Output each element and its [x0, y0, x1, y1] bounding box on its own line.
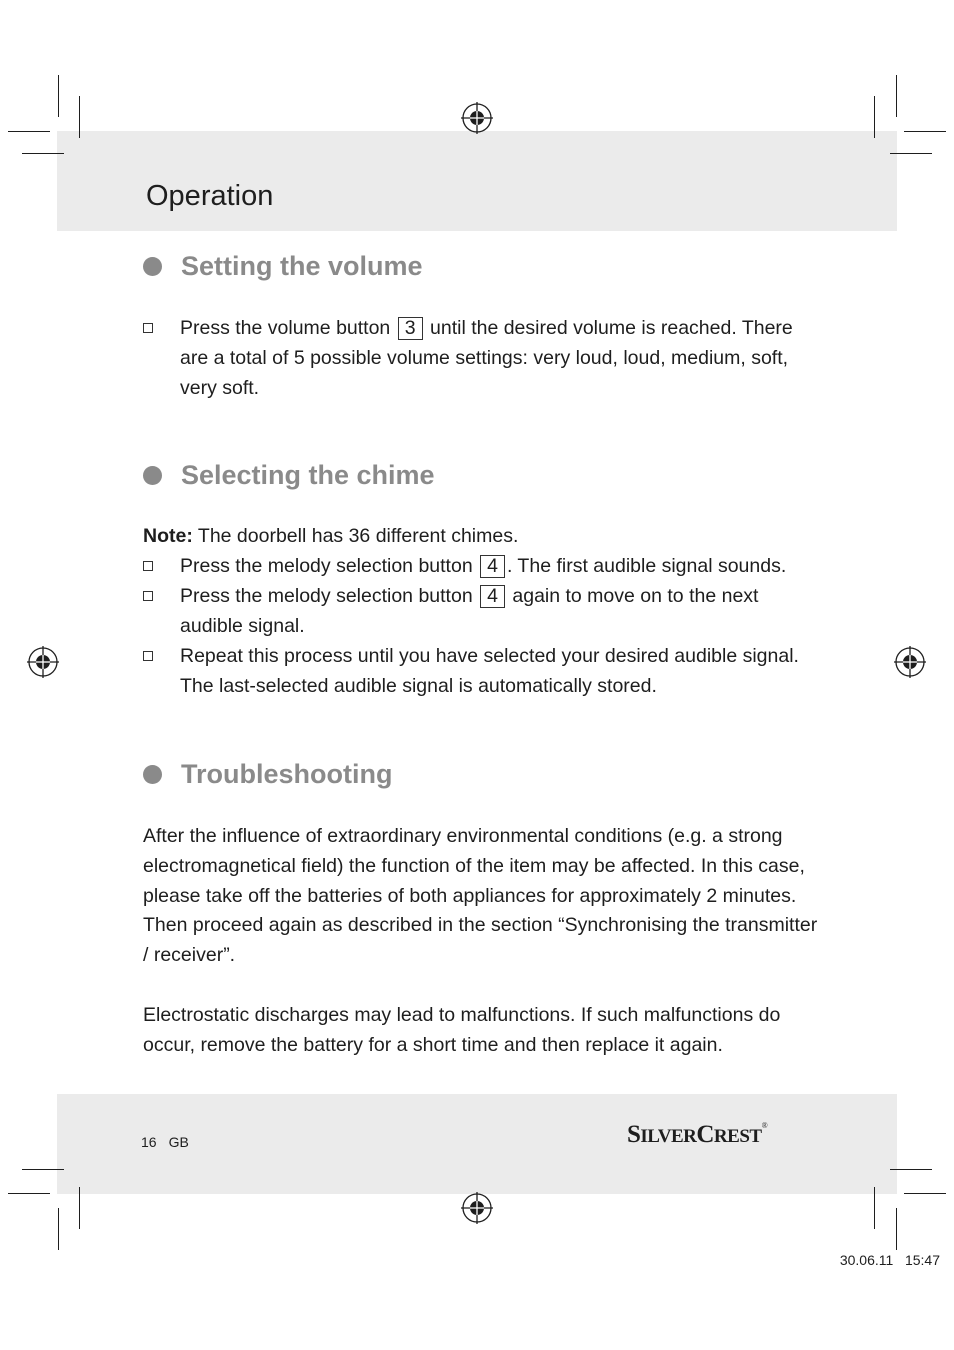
square-bullet-icon [143, 561, 153, 571]
language-code: GB [168, 1134, 189, 1150]
list-item: Press the volume button 3 until the desired volume is reached. There are a total of 5 possible volume settings: very loud, loud, medium, soft, very soft. [143, 314, 823, 403]
brand-logo: SILVERCREST® [627, 1121, 768, 1148]
crop-mark [874, 96, 875, 138]
square-bullet-icon [143, 323, 153, 333]
crop-mark [58, 75, 59, 117]
section-bullet-icon [143, 257, 162, 276]
section-heading-text: Troubleshooting [181, 759, 393, 789]
page-number: 16 GB [141, 1134, 189, 1150]
crop-mark [896, 1208, 897, 1250]
crop-mark [904, 1193, 946, 1194]
crop-mark [874, 1187, 875, 1229]
troubleshooting-paragraph: Electrostatic discharges may lead to malfunctions. If such malfunctions do occur, remove the battery for a short time and then replace it again. [143, 1004, 781, 1056]
note-label: Note: [143, 525, 193, 547]
crop-mark [79, 96, 80, 138]
list-item: Repeat this process until you have selected your desired audible signal. The last-selected audible signal is automatically stored. [143, 642, 823, 702]
registration-mark-icon [461, 1192, 493, 1224]
crop-mark [8, 1193, 50, 1194]
page-title: Operation [146, 180, 274, 212]
registration-mark-icon [461, 102, 493, 134]
crop-mark [79, 1187, 80, 1229]
crop-mark [896, 75, 897, 117]
section-bullet-icon [143, 765, 162, 784]
square-bullet-icon [143, 591, 153, 601]
troubleshooting-paragraph: After the influence of extraordinary environmental conditions (e.g. a strong electromagnetical field) the function of the item may be affected. In this case, please take off the batteries of both appliances for approximately 2 minutes. Then proceed again as described in the section “Synchronising the transmitter / receiver”. [143, 825, 818, 967]
section-heading-text: Selecting the chime [181, 460, 435, 490]
note-paragraph: Note: The doorbell has 36 different chimes. [143, 525, 519, 547]
crop-mark [904, 131, 946, 132]
crop-mark [22, 153, 64, 154]
crop-mark [890, 153, 932, 154]
section-bullet-icon [143, 466, 162, 485]
print-timestamp: 30.06.11 15:47 [839, 1252, 940, 1268]
section-heading-chime [143, 460, 435, 491]
crop-mark [890, 1169, 932, 1170]
crop-mark [22, 1169, 64, 1170]
section-heading-text: Setting the volume [181, 251, 423, 281]
list-item: Press the melody selection button 4 again to move on to the next audible signal. [143, 582, 823, 642]
square-bullet-icon [143, 651, 153, 661]
section-heading-troubleshooting [143, 759, 392, 790]
part-reference: 4 [480, 585, 505, 608]
crop-mark [8, 131, 50, 132]
registration-mark-icon [894, 646, 926, 678]
section-heading-volume [143, 251, 423, 282]
crop-mark [58, 1208, 59, 1250]
list-item: Press the melody selection button 4 . The first audible signal sounds. [143, 552, 823, 582]
registration-mark-icon [27, 646, 59, 678]
part-reference: 4 [480, 555, 505, 578]
part-reference: 3 [398, 317, 423, 340]
